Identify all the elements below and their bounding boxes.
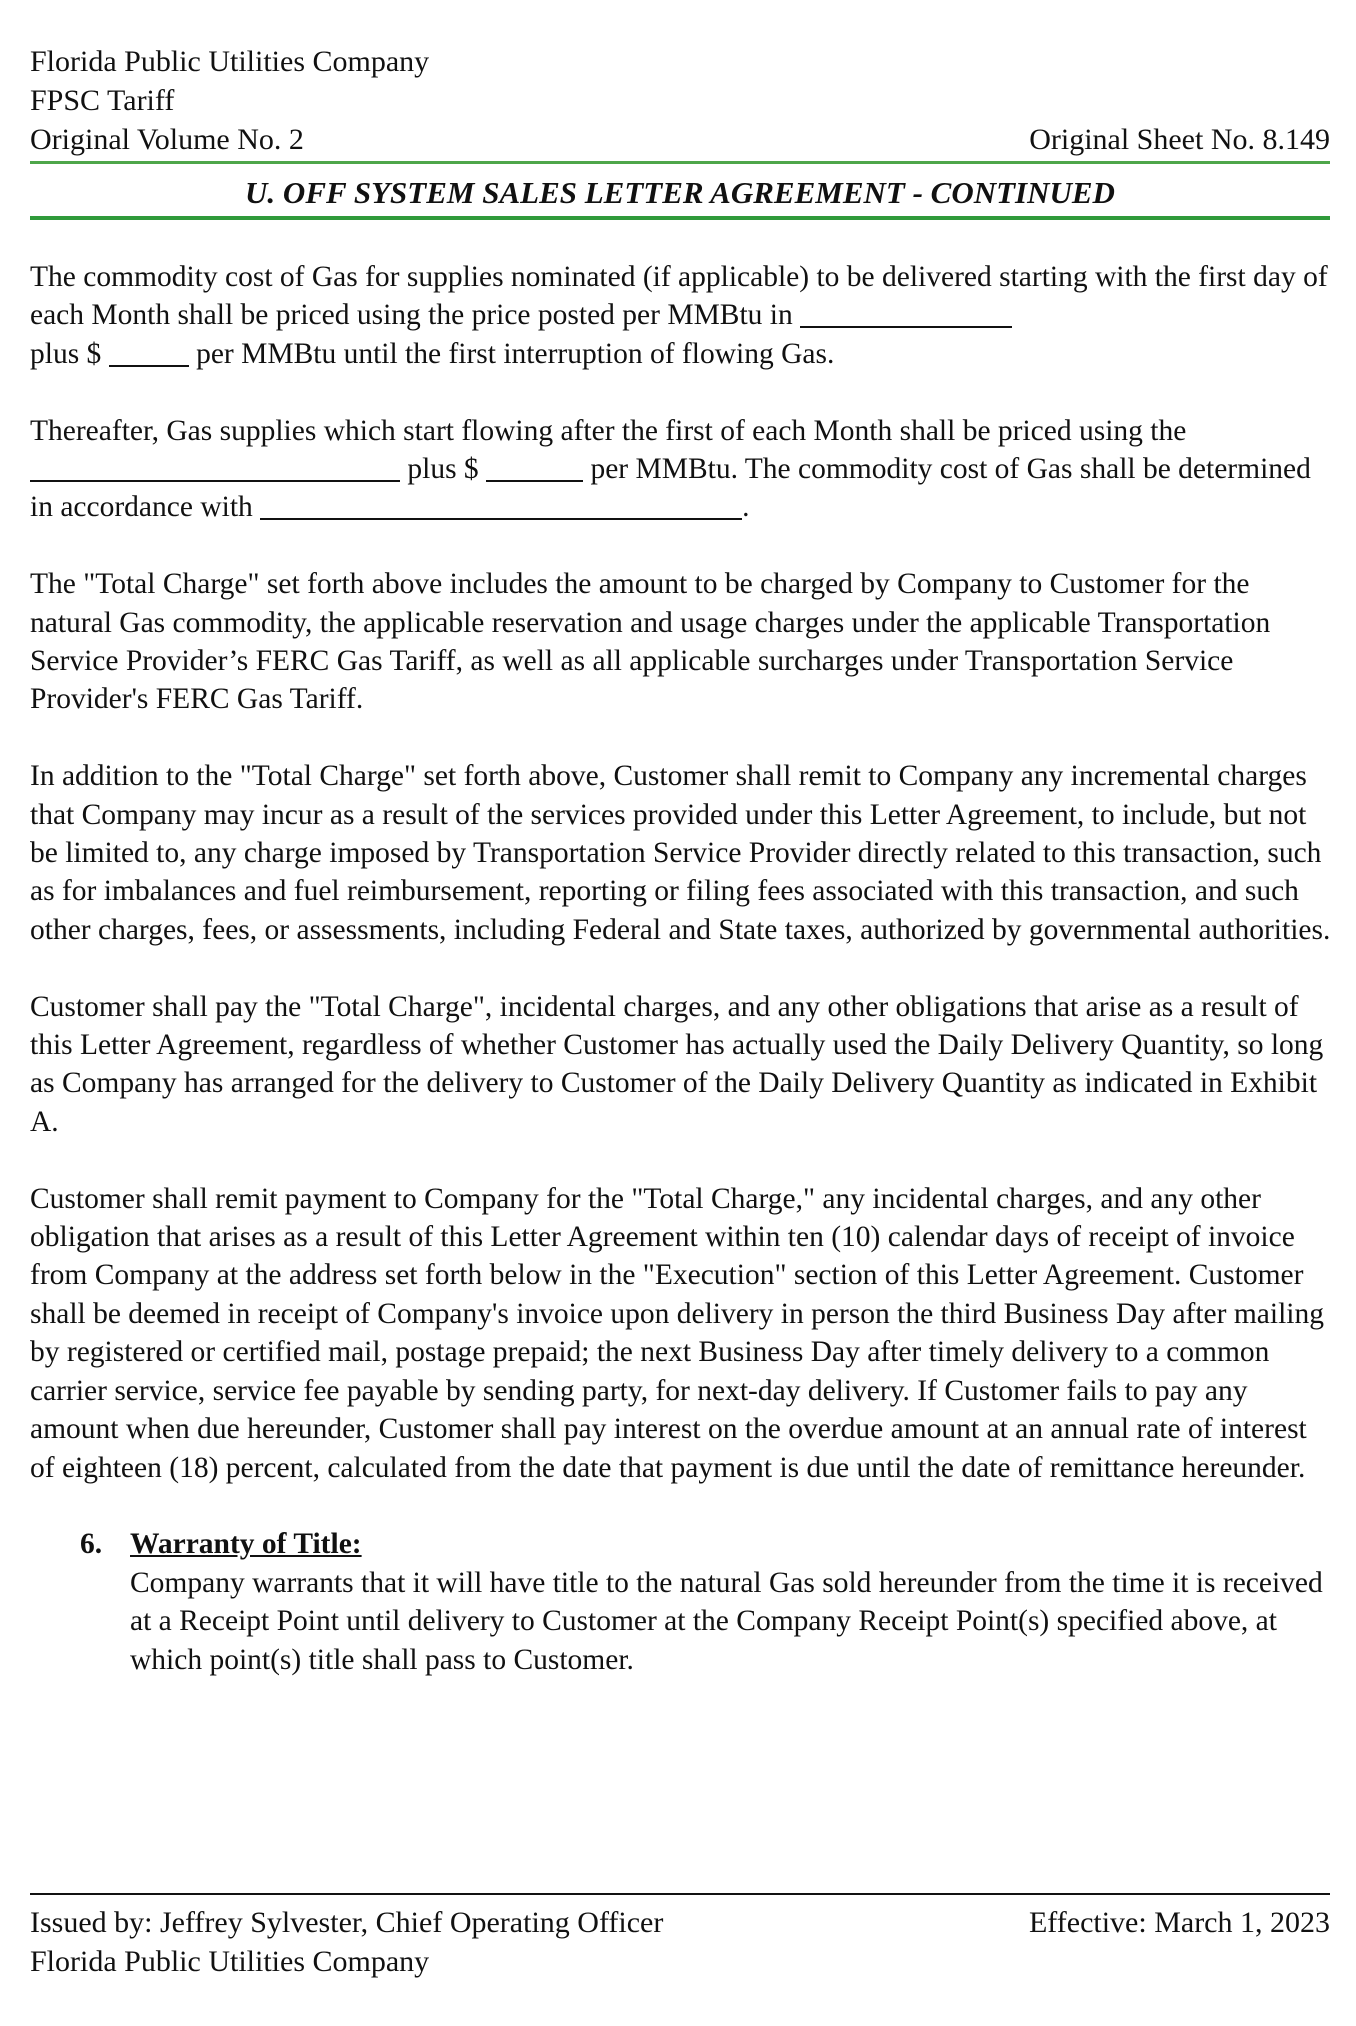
paragraph-text: Thereafter, Gas supplies which start flowing after the first of each Month shall be priced using the bbox=[30, 414, 1187, 447]
footer-effective-date: Effective: March 1, 2023 bbox=[1028, 1906, 1330, 1939]
document-body bbox=[30, 258, 1332, 1679]
footer-divider bbox=[30, 1893, 1330, 1895]
blank-line bbox=[800, 297, 1012, 329]
footer-company: Florida Public Utilities Company bbox=[30, 1945, 430, 1978]
paragraph-text: The commodity cost of Gas for supplies nominated (if applicable) to be delivered starting with the first day of each Month shall be priced using the price posted per MMBtu in bbox=[30, 261, 1328, 332]
paragraph-payment-obligation: Customer shall pay the "Total Charge", incidental charges, and any other obligations that arise as a result of this Letter Agreement, regardless of whether Customer has actually used the Daily Delivery Quantity, so long as Company has arranged for the delivery to Customer of the Daily Delivery Quantity as indicated in Exhibit A. bbox=[30, 990, 1324, 1138]
item-heading bbox=[30, 1525, 1332, 1563]
paragraph-text: per MMBtu until the first interruption of flowing Gas. bbox=[188, 337, 835, 370]
paragraph-incremental-charges: In addition to the "Total Charge" set forth above, Customer shall remit to Company any incremental charges that Company may incur as a result of the services provided under this Letter Agreement, to include, but not be limited to, any charge imposed by Transportation Service Provider directly related to this transaction, such as for imbalances and fuel reimbursement, reporting or filing fees associated with this transaction, and such other charges, fees, or assessments, including Federal and State taxes, authorized by governmental authorities. bbox=[30, 760, 1331, 946]
title-divider bbox=[30, 216, 1330, 220]
paragraph-remit-payment: Customer shall remit payment to Company for the "Total Charge," any incidental charges, and any other obligation that arises as a result of this Letter Agreement within ten (10) calendar days of receipt of invoice from Company at the address set forth below in the "Execution" section of this Letter Agreement. Customer shall be deemed in receipt of Company's invoice upon delivery in person the third Business Day after mailing by registered or certified mail, postage prepaid; the next Business Day after timely delivery to a common carrier service, service fee payable by sending party, for next-day delivery. If Customer fails to pay any amount when due hereunder, Customer shall pay interest on the overdue amount at an annual rate of interest of eighteen (18) percent, calculated from the date that payment is due until the date of remittance hereunder. bbox=[30, 1182, 1324, 1484]
item-number: 6. bbox=[80, 1528, 103, 1561]
paragraph-subsequent-pricing bbox=[30, 412, 1332, 527]
paragraph-total-charge: The "Total Charge" set forth above includes the amount to be charged by Company to Customer for the natural Gas commodity, the applicable reservation and usage charges under the applicable Transportation Service Provider’s FERC Gas Tariff, as well as all applicable surcharges under Transportation Service Provider's FERC Gas Tariff. bbox=[30, 568, 1271, 716]
header-volume: Original Volume No. 2 bbox=[30, 123, 304, 156]
blank-line bbox=[109, 335, 189, 367]
paragraph-text: plus $ bbox=[30, 337, 109, 370]
page-header bbox=[30, 42, 1330, 159]
blank-line bbox=[486, 451, 583, 483]
header-tariff: FPSC Tariff bbox=[30, 84, 175, 117]
header-divider bbox=[30, 161, 1330, 164]
footer-row bbox=[30, 1903, 1330, 1942]
item-text: Company warrants that it will have title to the natural Gas sold hereunder from the time it is received at a Receipt Point until delivery to Customer at the Company Receipt Point(s) specified above, at which point(s) title shall pass to Customer. bbox=[130, 1566, 1323, 1676]
header-sheet-number: Original Sheet No. 8.149 bbox=[1029, 123, 1330, 156]
header-company: Florida Public Utilities Company bbox=[30, 45, 430, 78]
paragraph-text: per MMBtu. The commodity cost of Gas shall be determined in accordance with bbox=[30, 453, 1311, 524]
section-title: U. OFF SYSTEM SALES LETTER AGREEMENT - CONTINUED bbox=[245, 175, 1115, 210]
section-warranty-of-title bbox=[30, 1525, 1332, 1679]
item-title: Warranty of Title: bbox=[130, 1528, 362, 1561]
paragraph-text: . bbox=[742, 491, 750, 524]
paragraph-commodity-cost bbox=[30, 258, 1332, 373]
header-row bbox=[30, 120, 1330, 159]
blank-line bbox=[30, 451, 400, 483]
page-footer bbox=[30, 1903, 1330, 1981]
paragraph-text: plus $ bbox=[400, 453, 487, 486]
blank-line bbox=[260, 489, 742, 521]
footer-issued-by: Issued by: Jeffrey Sylvester, Chief Operating Officer bbox=[30, 1906, 664, 1939]
